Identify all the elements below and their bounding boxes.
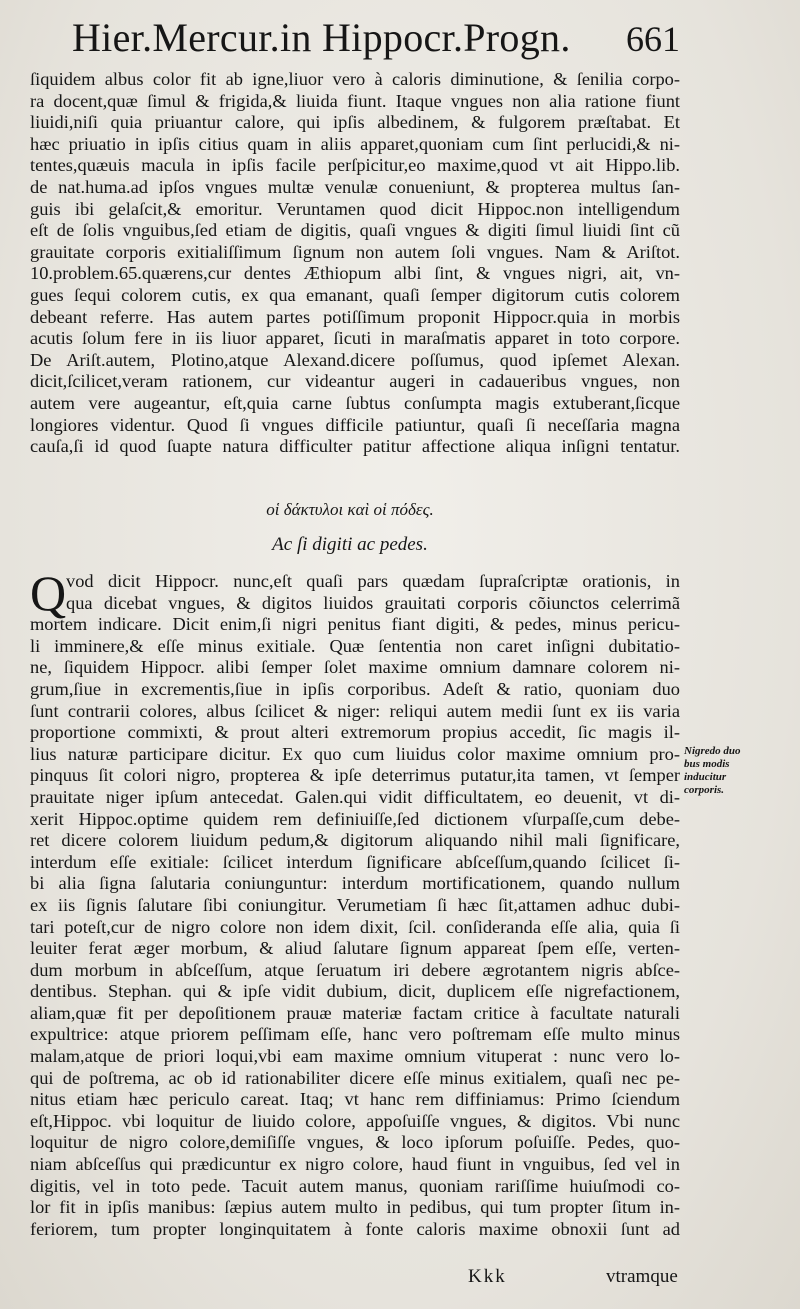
text-line: vod dicit Hippocr. nunc,eſt quaſi pars quædam ſupraſcriptæ orationis, in [66, 571, 680, 591]
text-line: malam,atque de priori loqui,vbi eam maxime omnium vituperat : nunc vero lo- [30, 1046, 680, 1067]
text-line: longiores videntur. Quod ſi vngues difficile patiuntur, quaſi ſi neceſſaria magna [30, 414, 680, 435]
page-header [0, 14, 800, 70]
text-line: grauitate corporis exitialiſſimum ſignum non autem ſoli vngues. Nam & Ariſtot. [30, 241, 680, 262]
text-line: guis ibi gelaſcit,& emoritur. Veruntamen quod dicit Hippoc.non intelligendum [30, 198, 680, 219]
margin-note [684, 745, 764, 797]
text-line: 10.problem.65.quærens,cur dentes Æthiopum albi ſint, & vngues nigri, ait, vn- [30, 263, 680, 284]
text-line: ne, ſiquidem Hippocr. alibi ſemper ſolet maxime omnium damnare colorem ni- [30, 657, 680, 678]
text-line: li imminere,& eſſe minus exitiale. Quæ ſententia non caret inſigni dubitatio- [30, 635, 680, 656]
text-line: pinquus ſit colori nigro, propterea & ipſe deterrimus putatur,ita tamen, vt ſemper [30, 765, 680, 786]
text-line: digitis, vel in toto pede. Tacuit autem manus, quoniam rariſſime huiuſmodi co- [30, 1175, 680, 1196]
text-line: cauſa,ſi id quod ſuapte natura difficulter patitur affectione aliqua inſigni tentatur. [30, 436, 680, 457]
commentary-paragraph-1 [30, 69, 680, 458]
text-line: expultrice: atque priorem peſſimam eſſe, hanc vero poſtremam eſſe multo minus [30, 1024, 680, 1045]
text-line: dum morbum in abſceſſum, atque ſeruatum iri debere ægrotantem nigris abſce- [30, 959, 680, 980]
text-line: eſt de ſolis vnguibus,ſed etiam de digitis, quaſi vngues & digiti ſimul liuidi ſint cũ [30, 220, 680, 241]
text-line: liuidi,niſi quia priuantur calore, qui ipſis albedinem, & fulgorem præſtabat. Et [30, 112, 680, 133]
page-footer [0, 1266, 800, 1290]
text-line: autem vere augeantur, eſt,quia carne ſubtus conſumpta magis extuberant,ſicque [30, 392, 680, 413]
running-title: Hier.Mercur.in Hippocr.Progn. [72, 15, 571, 60]
text-line: leuiter ferat æger morbum, & aliud ſalutare ſignum appareat ſpem eſſe, verten- [30, 938, 680, 959]
text-line: eſt,Hippoc. vbi loquitur de liuido colore, appoſuiſſe vngues, & digitos. Vbi nunc [30, 1110, 680, 1131]
text-line: proportione commixti, & prout alteri extremorum propius accedit, ſic magis il- [30, 722, 680, 743]
text-line: ret dicere colorem liuidum pedum,& digitorum aliquando nihil mali ſignificare, [30, 830, 680, 851]
text-line: lius naturæ participare dicitur. Ex quo cum liuidus color maxime omnium pro- [30, 743, 680, 764]
text-line: ſunt contrarii colores, albus ſcilicet & niger: reliqui autem medii ſunt ex iis varia [30, 700, 680, 721]
margin-note-line: Nigredo duo [684, 745, 741, 757]
margin-note-line: inducitur [684, 771, 727, 783]
text-line: ſiquidem albus color fit ab igne,liuor vero à caloris diminutione, & ſenilia corpo- [30, 69, 680, 89]
text-line: qui de poſtrema, ac ob id rationabiliter dicere eſſe minus exitialem, quaſi nec pe- [30, 1067, 680, 1088]
margin-note-line: corporis. [684, 784, 725, 796]
text-line: dentibus. Stephan. qui & ipſe vidit dubium, dicit, duplicem eſſe nigrefactionem, [30, 981, 680, 1002]
text-line: hæc priuatio in ipſis citius quam in aliis apparet,quoniam cum ſint perlucidi,& ni- [30, 133, 680, 154]
signature-mark: Kkk [468, 1266, 507, 1287]
text-line: loquitur de nigro colore,demiſiſſe vngues, & loco ipſorum poſuiſſe. Pedes, quo- [30, 1132, 680, 1153]
text-line: mortem indicare. Dicit enim,ſi nigri penitus fiant digiti, & pedes, minus pericu- [30, 614, 680, 635]
commentary-paragraph-2 [30, 571, 680, 1240]
greek-lemma: οἱ δάκτυλοι καὶ οἱ πόδες. [266, 500, 434, 519]
text-line: dicit,ſcilicet,veram rationem, cur videantur augeri in cadaueribus vngues, non [30, 371, 680, 392]
text-line: xerit Hippoc.optime quidem rem definiuiſſe,ſed dictionem vſurpaſſe,cum debe- [30, 808, 680, 829]
text-line: ra docent,quæ ſimul & frigida,& liuida fiunt. Itaque vngues non alia ratione fiunt [30, 90, 680, 111]
text-line: grum,ſiue in excrementis,ſiue in ipſis corporibus. Adeſt & ratio, quoniam duo [30, 678, 680, 699]
text-line: nitus etiam hæc periculo careat. Itaq; vt hanc rem diffiniamus: Primo ſciendum [30, 1089, 680, 1110]
text-line: acutis ſolum fere in iis liuor apparet, ſicuti in maraſmatis apparet in toto corpore. [30, 328, 680, 349]
text-line: tentes,quæuis macula in ipſis facile perſpicitur,eo maxime,quod vt ait Hippo.lib. [30, 155, 680, 176]
text-line: feriorem, tum propter longinquitatem à fonte caloris maxime obnoxii ſunt ad [30, 1218, 680, 1239]
text-line: de nat.huma.ad ipſos vngues multæ venulæ conueniunt, & propterea multus ſan- [30, 176, 680, 197]
text-line: qua dicebat vngues, & digitos liuidos grauitati corporis cõiunctos celerrimã [66, 592, 680, 613]
text-line: interdum eſſe exitiale: ſcilicet interdum ſignificare abſceſſum,quando ſcilicet ſi- [30, 851, 680, 872]
catchword: vtramque [606, 1266, 678, 1287]
text-line: tari poteſt,cur de nigro colore non idem dixit, ſcil. conſideranda eſſe alia, quia ſi [30, 916, 680, 937]
text-line: niam abſceſſus qui prædicuntur ex nigro colore, haud fiunt in vnguibus, ſed vel in [30, 1154, 680, 1175]
latin-lemma: Ac ſi digiti ac pedes. [272, 534, 428, 555]
text-line: aliam,quæ fit per depoſitionem prauæ materiæ factam critice à facultate naturali [30, 1002, 680, 1023]
margin-note-line: bus modis [684, 758, 730, 770]
text-line: debeant referre. Has autem partes potiſſimum proponit Hippocr.quia in morbis [30, 306, 680, 327]
folio-number: 661 [626, 19, 680, 59]
text-line: gues ſequi colorem cutis, ex qua emanant, quaſi ſemper digitorum cutis colorem [30, 284, 680, 305]
text-line: lor fit in ipſis manibus: ſæpius autem multo in pedibus, qui tum propter ſitum in- [30, 1197, 680, 1218]
text-line: bi alia ſigna ſalutaria coniunguntur: interdum mortificationem, quando nullum [30, 873, 680, 894]
text-line: ex iis ſignis ſalutare ſibi coniungitur. Verumetiam ſi hæc ſit,attamen adhuc dubi- [30, 894, 680, 915]
drop-initial: Q [30, 565, 67, 621]
text-line: De Ariſt.autem, Plotino,atque Alexand.dicere poſſumus, quod ipſemet Alexan. [30, 349, 680, 370]
text-line: prauitate niger ipſum antecedat. Galen.qui vidit difficultatem, eo deuenit, vt di- [30, 786, 680, 807]
